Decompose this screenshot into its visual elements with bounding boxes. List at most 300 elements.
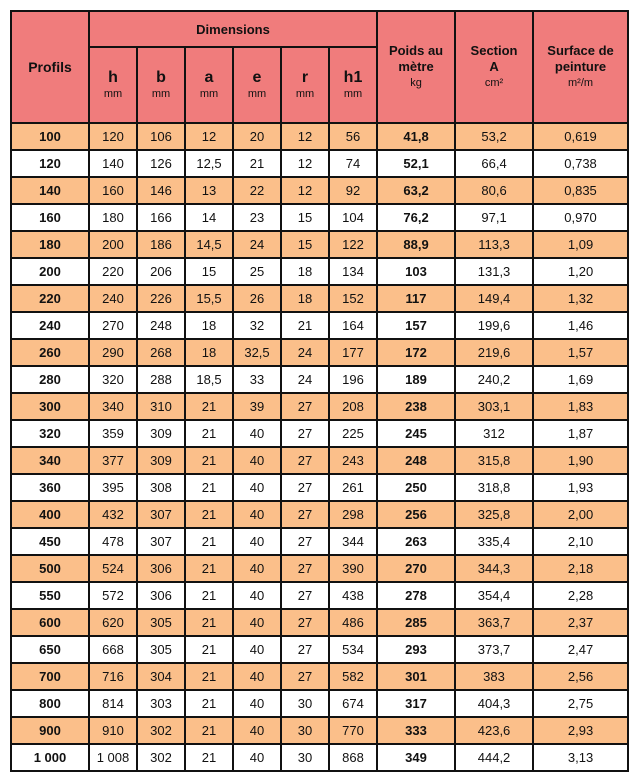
a-cell: 21 bbox=[185, 663, 233, 690]
table-body bbox=[11, 123, 628, 771]
e-cell: 40 bbox=[233, 636, 281, 663]
surface-cell: 0,835 bbox=[533, 177, 628, 204]
e-cell: 40 bbox=[233, 447, 281, 474]
table-row bbox=[11, 501, 628, 528]
r-cell: 27 bbox=[281, 636, 329, 663]
h-cell: 524 bbox=[89, 555, 137, 582]
table-row bbox=[11, 231, 628, 258]
section-cell: 199,6 bbox=[455, 312, 533, 339]
profils-header bbox=[11, 11, 89, 123]
b-cell: 166 bbox=[137, 204, 185, 231]
poids-cell: 88,9 bbox=[377, 231, 455, 258]
table-row bbox=[11, 744, 628, 771]
a-cell: 15,5 bbox=[185, 285, 233, 312]
e-cell: 20 bbox=[233, 123, 281, 150]
h1-cell: 582 bbox=[329, 663, 377, 690]
section-cell: 53,2 bbox=[455, 123, 533, 150]
r-cell: 27 bbox=[281, 474, 329, 501]
e-cell: 21 bbox=[233, 150, 281, 177]
h-cell: 377 bbox=[89, 447, 137, 474]
poids-cell: 245 bbox=[377, 420, 455, 447]
h-cell: 478 bbox=[89, 528, 137, 555]
h1-cell: 104 bbox=[329, 204, 377, 231]
e-cell: 40 bbox=[233, 609, 281, 636]
profil-cell: 700 bbox=[11, 663, 89, 690]
profils-header-label: Profils bbox=[28, 59, 72, 75]
a-cell: 18 bbox=[185, 339, 233, 366]
e-cell: 22 bbox=[233, 177, 281, 204]
r-header-unit: mm bbox=[295, 88, 315, 100]
h1-cell: 298 bbox=[329, 501, 377, 528]
b-cell: 302 bbox=[137, 717, 185, 744]
poids-cell: 248 bbox=[377, 447, 455, 474]
table-row bbox=[11, 285, 628, 312]
h1-cell: 134 bbox=[329, 258, 377, 285]
h-header-unit: mm bbox=[103, 88, 123, 100]
poids-cell: 103 bbox=[377, 258, 455, 285]
section-header-unit: cm² bbox=[484, 77, 504, 89]
table-row bbox=[11, 393, 628, 420]
b-cell: 126 bbox=[137, 150, 185, 177]
profil-cell: 160 bbox=[11, 204, 89, 231]
h-cell: 572 bbox=[89, 582, 137, 609]
h-cell: 395 bbox=[89, 474, 137, 501]
b-cell: 302 bbox=[137, 744, 185, 771]
surface-cell: 1,20 bbox=[533, 258, 628, 285]
surface-cell: 1,32 bbox=[533, 285, 628, 312]
section-cell: 318,8 bbox=[455, 474, 533, 501]
r-cell: 18 bbox=[281, 258, 329, 285]
h1-header-symbol: h1 bbox=[343, 69, 363, 86]
b-cell: 106 bbox=[137, 123, 185, 150]
r-header-symbol: r bbox=[301, 69, 309, 86]
section-cell: 80,6 bbox=[455, 177, 533, 204]
b-cell: 303 bbox=[137, 690, 185, 717]
e-cell: 24 bbox=[233, 231, 281, 258]
surface-cell: 1,46 bbox=[533, 312, 628, 339]
surface-cell: 1,87 bbox=[533, 420, 628, 447]
r-cell: 24 bbox=[281, 366, 329, 393]
section-cell: 149,4 bbox=[455, 285, 533, 312]
a-header bbox=[185, 47, 233, 123]
e-cell: 33 bbox=[233, 366, 281, 393]
h1-cell: 243 bbox=[329, 447, 377, 474]
profil-cell: 650 bbox=[11, 636, 89, 663]
b-header bbox=[137, 47, 185, 123]
a-cell: 21 bbox=[185, 636, 233, 663]
table-row bbox=[11, 258, 628, 285]
section-cell: 325,8 bbox=[455, 501, 533, 528]
profil-cell: 600 bbox=[11, 609, 89, 636]
table-row bbox=[11, 123, 628, 150]
h1-cell: 208 bbox=[329, 393, 377, 420]
profil-cell: 220 bbox=[11, 285, 89, 312]
section-cell: 240,2 bbox=[455, 366, 533, 393]
profil-cell: 360 bbox=[11, 474, 89, 501]
h1-cell: 225 bbox=[329, 420, 377, 447]
e-cell: 40 bbox=[233, 555, 281, 582]
h1-cell: 196 bbox=[329, 366, 377, 393]
section-header-line2: A bbox=[489, 59, 499, 74]
h-cell: 432 bbox=[89, 501, 137, 528]
section-cell: 303,1 bbox=[455, 393, 533, 420]
poids-cell: 349 bbox=[377, 744, 455, 771]
e-cell: 40 bbox=[233, 717, 281, 744]
e-cell: 39 bbox=[233, 393, 281, 420]
e-cell: 40 bbox=[233, 744, 281, 771]
b-cell: 206 bbox=[137, 258, 185, 285]
section-cell: 97,1 bbox=[455, 204, 533, 231]
table-row bbox=[11, 663, 628, 690]
b-header-symbol: b bbox=[156, 69, 166, 86]
table-row bbox=[11, 177, 628, 204]
surface-cell: 2,93 bbox=[533, 717, 628, 744]
section-cell: 335,4 bbox=[455, 528, 533, 555]
b-cell: 248 bbox=[137, 312, 185, 339]
table-row bbox=[11, 609, 628, 636]
r-cell: 18 bbox=[281, 285, 329, 312]
surface-cell: 1,09 bbox=[533, 231, 628, 258]
section-cell: 373,7 bbox=[455, 636, 533, 663]
profil-cell: 240 bbox=[11, 312, 89, 339]
h-cell: 160 bbox=[89, 177, 137, 204]
h-cell: 140 bbox=[89, 150, 137, 177]
h-cell: 716 bbox=[89, 663, 137, 690]
e-cell: 40 bbox=[233, 528, 281, 555]
h-cell: 200 bbox=[89, 231, 137, 258]
table-row bbox=[11, 150, 628, 177]
poids-cell: 317 bbox=[377, 690, 455, 717]
h-cell: 359 bbox=[89, 420, 137, 447]
r-cell: 12 bbox=[281, 177, 329, 204]
surface-cell: 1,69 bbox=[533, 366, 628, 393]
h-cell: 320 bbox=[89, 366, 137, 393]
surface-cell: 1,83 bbox=[533, 393, 628, 420]
h1-cell: 674 bbox=[329, 690, 377, 717]
h1-header bbox=[329, 47, 377, 123]
profil-cell: 320 bbox=[11, 420, 89, 447]
surface-header bbox=[533, 11, 628, 123]
a-cell: 21 bbox=[185, 393, 233, 420]
h1-cell: 344 bbox=[329, 528, 377, 555]
b-cell: 309 bbox=[137, 447, 185, 474]
h1-cell: 164 bbox=[329, 312, 377, 339]
table-row bbox=[11, 447, 628, 474]
h-cell: 240 bbox=[89, 285, 137, 312]
h1-cell: 770 bbox=[329, 717, 377, 744]
poids-cell: 250 bbox=[377, 474, 455, 501]
poids-cell: 157 bbox=[377, 312, 455, 339]
poids-cell: 293 bbox=[377, 636, 455, 663]
a-cell: 21 bbox=[185, 555, 233, 582]
a-cell: 12,5 bbox=[185, 150, 233, 177]
a-header-symbol: a bbox=[204, 69, 214, 86]
table-row bbox=[11, 204, 628, 231]
surface-cell: 1,93 bbox=[533, 474, 628, 501]
a-cell: 21 bbox=[185, 582, 233, 609]
poids-cell: 301 bbox=[377, 663, 455, 690]
table-row bbox=[11, 555, 628, 582]
section-cell: 344,3 bbox=[455, 555, 533, 582]
r-cell: 12 bbox=[281, 150, 329, 177]
h1-cell: 74 bbox=[329, 150, 377, 177]
poids-cell: 263 bbox=[377, 528, 455, 555]
e-header-symbol: e bbox=[252, 69, 262, 86]
profil-cell: 260 bbox=[11, 339, 89, 366]
surface-header-line2: peinture bbox=[554, 59, 607, 74]
h1-cell: 534 bbox=[329, 636, 377, 663]
table-row bbox=[11, 420, 628, 447]
b-cell: 304 bbox=[137, 663, 185, 690]
r-cell: 15 bbox=[281, 204, 329, 231]
h-header-symbol: h bbox=[108, 69, 118, 86]
h-cell: 270 bbox=[89, 312, 137, 339]
surface-cell: 1,57 bbox=[533, 339, 628, 366]
a-cell: 21 bbox=[185, 690, 233, 717]
surface-cell: 0,738 bbox=[533, 150, 628, 177]
profil-cell: 550 bbox=[11, 582, 89, 609]
profil-cell: 450 bbox=[11, 528, 89, 555]
section-cell: 219,6 bbox=[455, 339, 533, 366]
surface-cell: 2,56 bbox=[533, 663, 628, 690]
section-cell: 363,7 bbox=[455, 609, 533, 636]
e-cell: 40 bbox=[233, 420, 281, 447]
profil-cell: 280 bbox=[11, 366, 89, 393]
surface-cell: 0,619 bbox=[533, 123, 628, 150]
r-header bbox=[281, 47, 329, 123]
r-cell: 30 bbox=[281, 744, 329, 771]
table-header bbox=[11, 11, 628, 123]
section-header bbox=[455, 11, 533, 123]
h1-cell: 152 bbox=[329, 285, 377, 312]
profil-cell: 120 bbox=[11, 150, 89, 177]
section-cell: 315,8 bbox=[455, 447, 533, 474]
e-cell: 32,5 bbox=[233, 339, 281, 366]
a-cell: 18 bbox=[185, 312, 233, 339]
r-cell: 27 bbox=[281, 609, 329, 636]
h-cell: 120 bbox=[89, 123, 137, 150]
poids-header-line2: mètre bbox=[398, 59, 434, 74]
h1-cell: 261 bbox=[329, 474, 377, 501]
table-row bbox=[11, 582, 628, 609]
a-cell: 21 bbox=[185, 420, 233, 447]
b-header-unit: mm bbox=[151, 88, 171, 100]
a-cell: 12 bbox=[185, 123, 233, 150]
poids-cell: 76,2 bbox=[377, 204, 455, 231]
a-cell: 21 bbox=[185, 609, 233, 636]
h-cell: 1 008 bbox=[89, 744, 137, 771]
r-cell: 27 bbox=[281, 528, 329, 555]
h-header bbox=[89, 47, 137, 123]
b-cell: 268 bbox=[137, 339, 185, 366]
h-cell: 814 bbox=[89, 690, 137, 717]
a-cell: 13 bbox=[185, 177, 233, 204]
surface-cell: 2,00 bbox=[533, 501, 628, 528]
profil-cell: 200 bbox=[11, 258, 89, 285]
a-cell: 14 bbox=[185, 204, 233, 231]
profiles-table bbox=[10, 10, 629, 772]
section-cell: 423,6 bbox=[455, 717, 533, 744]
table-row bbox=[11, 717, 628, 744]
h1-cell: 122 bbox=[329, 231, 377, 258]
r-cell: 27 bbox=[281, 393, 329, 420]
surface-header-line1: Surface de bbox=[547, 43, 614, 58]
section-header-line1: Section bbox=[470, 43, 518, 58]
profil-cell: 800 bbox=[11, 690, 89, 717]
poids-cell: 285 bbox=[377, 609, 455, 636]
h-cell: 340 bbox=[89, 393, 137, 420]
e-cell: 32 bbox=[233, 312, 281, 339]
poids-cell: 189 bbox=[377, 366, 455, 393]
profil-cell: 100 bbox=[11, 123, 89, 150]
h1-cell: 486 bbox=[329, 609, 377, 636]
e-cell: 40 bbox=[233, 690, 281, 717]
b-cell: 186 bbox=[137, 231, 185, 258]
table-row bbox=[11, 690, 628, 717]
r-cell: 12 bbox=[281, 123, 329, 150]
h-cell: 910 bbox=[89, 717, 137, 744]
surface-cell: 2,75 bbox=[533, 690, 628, 717]
dimensions-header-label: Dimensions bbox=[196, 21, 270, 37]
h-cell: 620 bbox=[89, 609, 137, 636]
surface-cell: 2,18 bbox=[533, 555, 628, 582]
section-cell: 444,2 bbox=[455, 744, 533, 771]
a-cell: 21 bbox=[185, 474, 233, 501]
e-cell: 40 bbox=[233, 582, 281, 609]
table-row bbox=[11, 474, 628, 501]
section-cell: 383 bbox=[455, 663, 533, 690]
profil-cell: 1 000 bbox=[11, 744, 89, 771]
e-header bbox=[233, 47, 281, 123]
surface-cell: 3,13 bbox=[533, 744, 628, 771]
b-cell: 305 bbox=[137, 636, 185, 663]
h-cell: 180 bbox=[89, 204, 137, 231]
r-cell: 30 bbox=[281, 717, 329, 744]
a-cell: 15 bbox=[185, 258, 233, 285]
a-cell: 21 bbox=[185, 717, 233, 744]
r-cell: 24 bbox=[281, 339, 329, 366]
surface-header-unit: m²/m bbox=[568, 77, 594, 89]
h-cell: 668 bbox=[89, 636, 137, 663]
r-cell: 27 bbox=[281, 447, 329, 474]
poids-cell: 52,1 bbox=[377, 150, 455, 177]
b-cell: 307 bbox=[137, 528, 185, 555]
e-cell: 40 bbox=[233, 474, 281, 501]
r-cell: 21 bbox=[281, 312, 329, 339]
e-cell: 25 bbox=[233, 258, 281, 285]
b-cell: 226 bbox=[137, 285, 185, 312]
surface-cell: 2,47 bbox=[533, 636, 628, 663]
b-cell: 310 bbox=[137, 393, 185, 420]
profil-cell: 340 bbox=[11, 447, 89, 474]
poids-cell: 172 bbox=[377, 339, 455, 366]
profil-cell: 500 bbox=[11, 555, 89, 582]
poids-cell: 278 bbox=[377, 582, 455, 609]
h1-cell: 56 bbox=[329, 123, 377, 150]
poids-header bbox=[377, 11, 455, 123]
b-cell: 309 bbox=[137, 420, 185, 447]
h1-cell: 390 bbox=[329, 555, 377, 582]
r-cell: 27 bbox=[281, 582, 329, 609]
section-cell: 66,4 bbox=[455, 150, 533, 177]
r-cell: 27 bbox=[281, 501, 329, 528]
r-cell: 27 bbox=[281, 420, 329, 447]
table-row bbox=[11, 339, 628, 366]
a-cell: 14,5 bbox=[185, 231, 233, 258]
b-cell: 305 bbox=[137, 609, 185, 636]
r-cell: 30 bbox=[281, 690, 329, 717]
table-row bbox=[11, 528, 628, 555]
b-cell: 288 bbox=[137, 366, 185, 393]
e-header-unit: mm bbox=[247, 88, 267, 100]
dimensions-header bbox=[89, 11, 377, 47]
table-row bbox=[11, 312, 628, 339]
a-cell: 18,5 bbox=[185, 366, 233, 393]
e-cell: 40 bbox=[233, 501, 281, 528]
surface-cell: 0,970 bbox=[533, 204, 628, 231]
b-cell: 308 bbox=[137, 474, 185, 501]
section-cell: 404,3 bbox=[455, 690, 533, 717]
section-cell: 131,3 bbox=[455, 258, 533, 285]
h-cell: 290 bbox=[89, 339, 137, 366]
a-cell: 21 bbox=[185, 501, 233, 528]
table-row bbox=[11, 366, 628, 393]
section-cell: 312 bbox=[455, 420, 533, 447]
poids-header-line1: Poids au bbox=[388, 43, 444, 58]
poids-cell: 270 bbox=[377, 555, 455, 582]
h1-cell: 438 bbox=[329, 582, 377, 609]
surface-cell: 2,28 bbox=[533, 582, 628, 609]
poids-cell: 117 bbox=[377, 285, 455, 312]
h-cell: 220 bbox=[89, 258, 137, 285]
surface-cell: 2,37 bbox=[533, 609, 628, 636]
h1-header-unit: mm bbox=[343, 88, 363, 100]
a-cell: 21 bbox=[185, 528, 233, 555]
section-cell: 354,4 bbox=[455, 582, 533, 609]
poids-cell: 41,8 bbox=[377, 123, 455, 150]
profil-cell: 140 bbox=[11, 177, 89, 204]
e-cell: 26 bbox=[233, 285, 281, 312]
section-cell: 113,3 bbox=[455, 231, 533, 258]
r-cell: 27 bbox=[281, 663, 329, 690]
e-cell: 23 bbox=[233, 204, 281, 231]
profil-cell: 400 bbox=[11, 501, 89, 528]
b-cell: 306 bbox=[137, 582, 185, 609]
poids-cell: 238 bbox=[377, 393, 455, 420]
h1-cell: 92 bbox=[329, 177, 377, 204]
r-cell: 27 bbox=[281, 555, 329, 582]
b-cell: 146 bbox=[137, 177, 185, 204]
a-cell: 21 bbox=[185, 447, 233, 474]
poids-cell: 333 bbox=[377, 717, 455, 744]
profil-cell: 900 bbox=[11, 717, 89, 744]
poids-cell: 256 bbox=[377, 501, 455, 528]
e-cell: 40 bbox=[233, 663, 281, 690]
b-cell: 307 bbox=[137, 501, 185, 528]
a-cell: 21 bbox=[185, 744, 233, 771]
h1-cell: 177 bbox=[329, 339, 377, 366]
table-row bbox=[11, 636, 628, 663]
poids-cell: 63,2 bbox=[377, 177, 455, 204]
h1-cell: 868 bbox=[329, 744, 377, 771]
a-header-unit: mm bbox=[199, 88, 219, 100]
poids-header-unit: kg bbox=[410, 77, 422, 89]
b-cell: 306 bbox=[137, 555, 185, 582]
r-cell: 15 bbox=[281, 231, 329, 258]
surface-cell: 2,10 bbox=[533, 528, 628, 555]
profil-cell: 300 bbox=[11, 393, 89, 420]
surface-cell: 1,90 bbox=[533, 447, 628, 474]
